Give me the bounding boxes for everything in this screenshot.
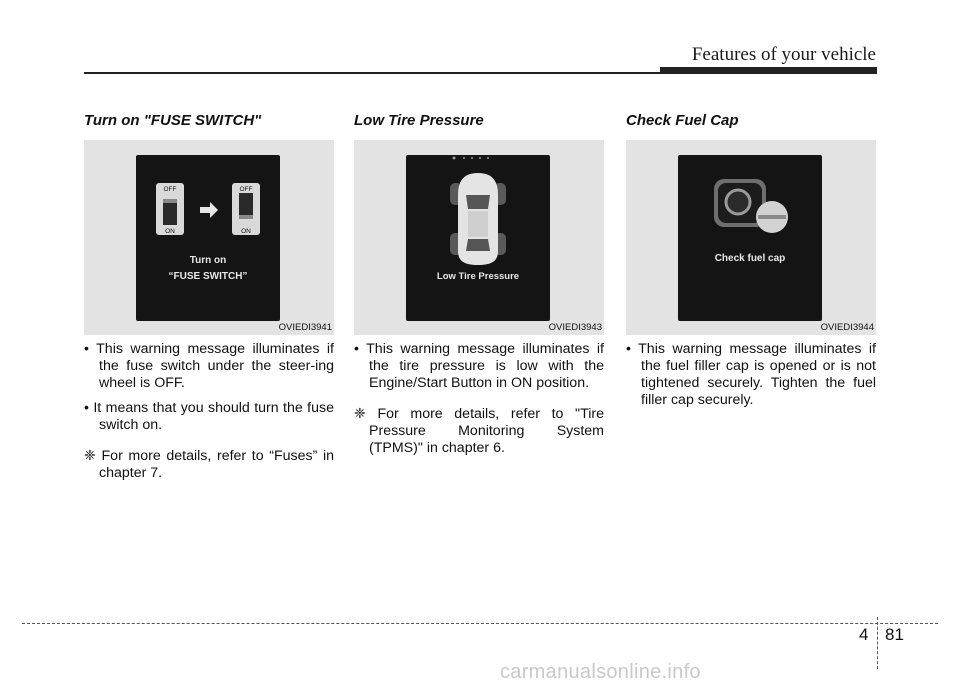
dots-icon [453, 157, 490, 160]
footer-rule [22, 623, 938, 624]
reference-note: ❈ For more details, refer to “Fuses” in chapter 7. [84, 448, 334, 481]
reference-note: ❈ For more details, refer to "Tire Pressure Monitoring System (TPMS)" in chapter 6. [354, 406, 604, 456]
section-title: Check Fuel Cap [626, 112, 739, 129]
page-number-divider [877, 617, 878, 669]
watermark-text: carmanualsonline.info [500, 661, 701, 683]
figure-code: OVIEDI3944 [820, 322, 874, 333]
svg-text:OFF: OFF [163, 186, 177, 193]
section-low-tire [354, 112, 604, 134]
fuse-switch-illustration [136, 155, 280, 321]
tire-pressure-illustration [406, 155, 550, 321]
cluster-display [406, 155, 550, 321]
section-title: Turn on "FUSE SWITCH" [84, 112, 262, 129]
section-fuse-switch [84, 112, 334, 134]
section-title: Low Tire Pressure [354, 112, 484, 129]
arrow-right-icon [200, 202, 218, 218]
bullet-item: • This warning message illuminates if the fuse switch under the steer-ing wheel is OFF. [84, 341, 334, 391]
section-fuel-cap [626, 112, 876, 134]
figure-low-tire-pressure [354, 140, 604, 335]
cluster-display [678, 155, 822, 321]
section-body [626, 341, 876, 417]
svg-text:Turn on: Turn on [189, 255, 227, 266]
section-body [84, 341, 334, 482]
svg-text:Low Tire Pressure: Low Tire Pressure [436, 271, 520, 282]
fuel-cap-illustration [678, 155, 822, 321]
bullet-item: • This warning message illuminates if the fuel filler cap is opened or is not tightened securely. Tighten the fuel filler cap securely. [626, 341, 876, 408]
fuel-cap-icon [756, 201, 788, 233]
section-body [354, 341, 604, 457]
svg-text:ON: ON [165, 228, 175, 235]
car-top-icon [458, 173, 498, 265]
svg-text:“FUSE SWITCH”: “FUSE SWITCH” [168, 271, 248, 282]
cluster-display [136, 155, 280, 321]
figure-fuse-switch [84, 140, 334, 335]
svg-text:OFF: OFF [239, 186, 253, 193]
figure-code: OVIEDI3943 [548, 322, 602, 333]
svg-text:ON: ON [241, 228, 251, 235]
header-rule-accent [660, 67, 877, 73]
figure-check-fuel-cap [626, 140, 876, 335]
chapter-number: 4 [859, 625, 869, 644]
svg-text:Check fuel cap: Check fuel cap [714, 253, 786, 264]
figure-code: OVIEDI3941 [278, 322, 332, 333]
bullet-item: • This warning message illuminates if the tire pressure is low with the Engine/Start Button in ON position. [354, 341, 604, 391]
page-header-title: Features of your vehicle [691, 44, 876, 65]
page-number: 81 [885, 625, 904, 644]
bullet-item: • It means that you should turn the fuse switch on. [84, 400, 334, 433]
